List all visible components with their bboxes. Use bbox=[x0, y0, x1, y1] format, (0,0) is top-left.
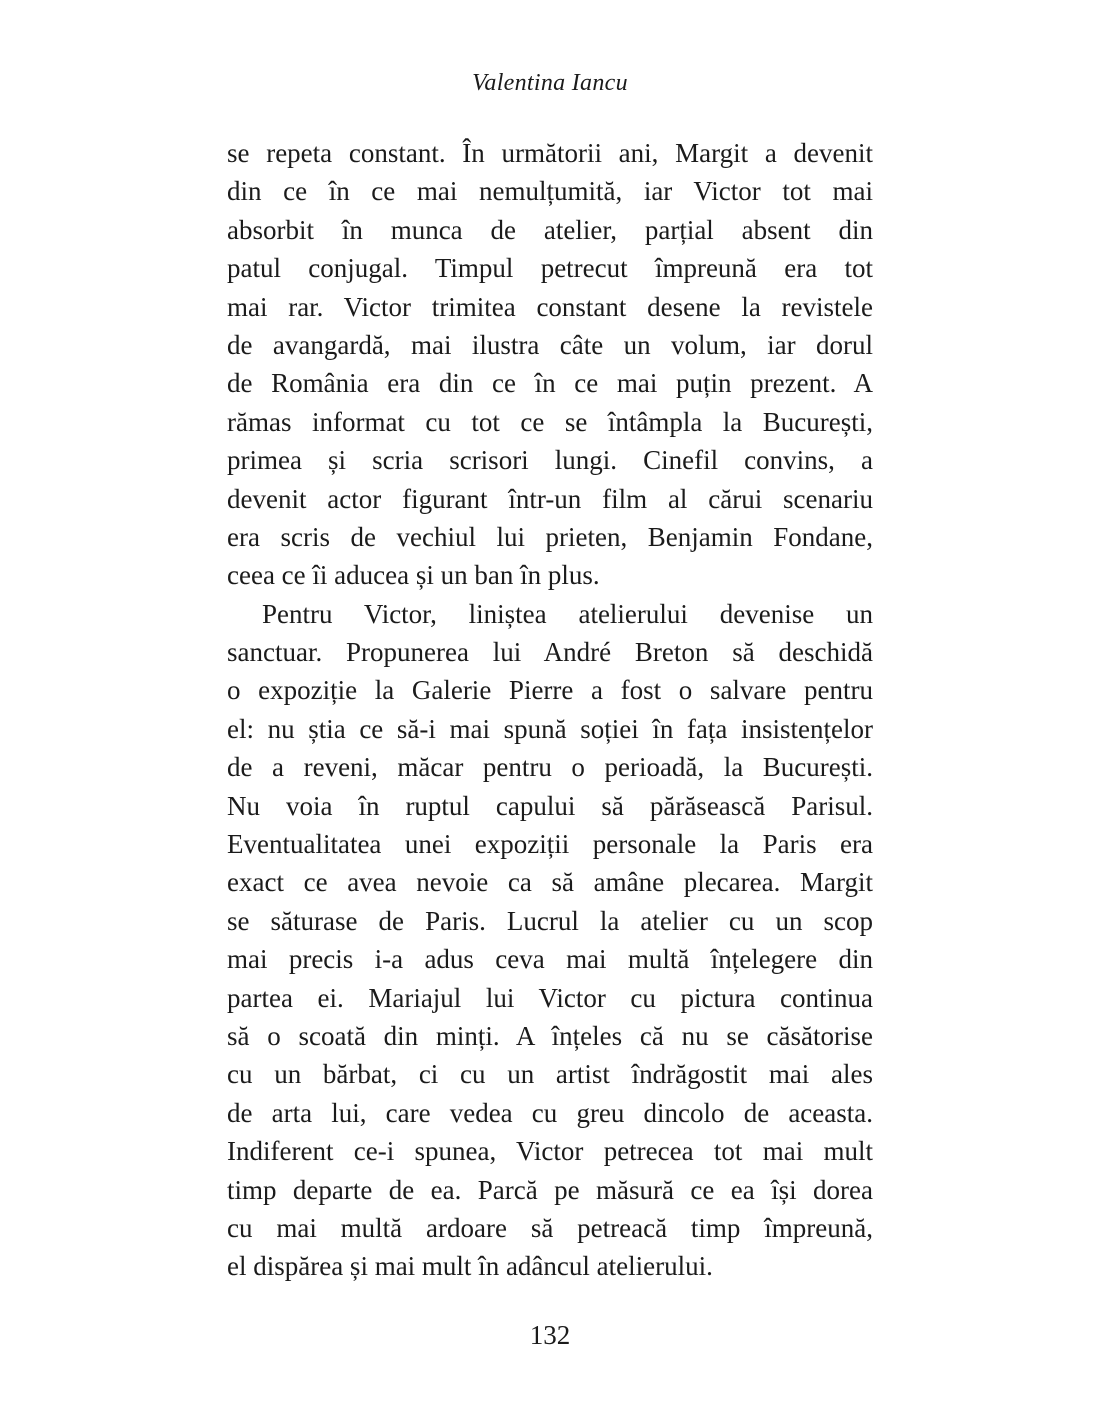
text-line: rămas informat cu tot ce se întâmpla la București, bbox=[227, 406, 873, 437]
text-line: mai precis i-a adus ceva mai multă înțelegere din bbox=[227, 944, 873, 975]
text-line: de avangardă, mai ilustra câte un volum, iar dorul bbox=[227, 329, 873, 360]
text-line: partea ei. Mariajul lui Victor cu pictura continua bbox=[227, 982, 873, 1013]
text-line: devenit actor figurant într-un film al cărui scenariu bbox=[227, 483, 873, 514]
text-line: absorbit în munca de atelier, parțial absent din bbox=[227, 214, 873, 245]
text-line: se repeta constant. În următorii ani, Margit a devenit bbox=[227, 138, 873, 168]
text-line: era scris de vechiul lui prieten, Benjamin Fondane, bbox=[227, 521, 873, 552]
text-line: sanctuar. Propunerea lui André Breton să deschidă bbox=[227, 637, 873, 668]
text-line: Indiferent ce-i spunea, Victor petrecea tot mai mult bbox=[227, 1136, 873, 1167]
text-line: de România era din ce în ce mai puțin prezent. A bbox=[227, 368, 873, 399]
text-line: el: nu știa ce să-i mai spună soției în fața insistențelor bbox=[227, 713, 873, 744]
text-line: o expoziție la Galerie Pierre a fost o salvare pentru bbox=[227, 675, 873, 706]
running-header-author: Valentina Iancu bbox=[472, 70, 628, 96]
text-line: din ce în ce mai nemulțumită, iar Victor tot mai bbox=[227, 176, 873, 207]
text-line: Nu voia în ruptul capului să părăsească Parisul. bbox=[227, 790, 873, 821]
text-line: se săturase de Paris. Lucrul la atelier cu un scop bbox=[227, 905, 873, 936]
text-line: de a reveni, măcar pentru o perioadă, la București. bbox=[227, 752, 873, 783]
text-line: ceea ce îi aducea și un ban în plus. bbox=[227, 560, 600, 591]
page-number: 132 bbox=[529, 1320, 571, 1350]
text-block bbox=[227, 134, 873, 1286]
text-line: Eventualitatea unei expoziții personale la Paris era bbox=[227, 829, 873, 860]
text-line: mai rar. Victor trimitea constant desene la revistele bbox=[227, 291, 873, 322]
text-line: timp departe de ea. Parcă pe măsură ce ea își dorea bbox=[227, 1174, 873, 1205]
text-line: exact ce avea nevoie ca să amâne plecarea. Margit bbox=[227, 867, 873, 898]
text-line: primea și scria scrisori lungi. Cinefil convins, a bbox=[227, 445, 873, 476]
text-line: cu mai multă ardoare să petreacă timp împreună, bbox=[227, 1212, 873, 1243]
text-line: de arta lui, care vedea cu greu dincolo de aceasta. bbox=[227, 1097, 873, 1128]
text-line: cu un bărbat, ci cu un artist îndrăgostit mai ales bbox=[227, 1059, 873, 1090]
text-line: Pentru Victor, liniștea atelierului devenise un bbox=[262, 598, 873, 629]
text-line: el dispărea și mai mult în adâncul atelierului. bbox=[227, 1251, 713, 1282]
text-line: patul conjugal. Timpul petrecut împreună era tot bbox=[227, 253, 873, 284]
text-line: să o scoată din minți. A înțeles că nu se căsătorise bbox=[227, 1020, 873, 1051]
